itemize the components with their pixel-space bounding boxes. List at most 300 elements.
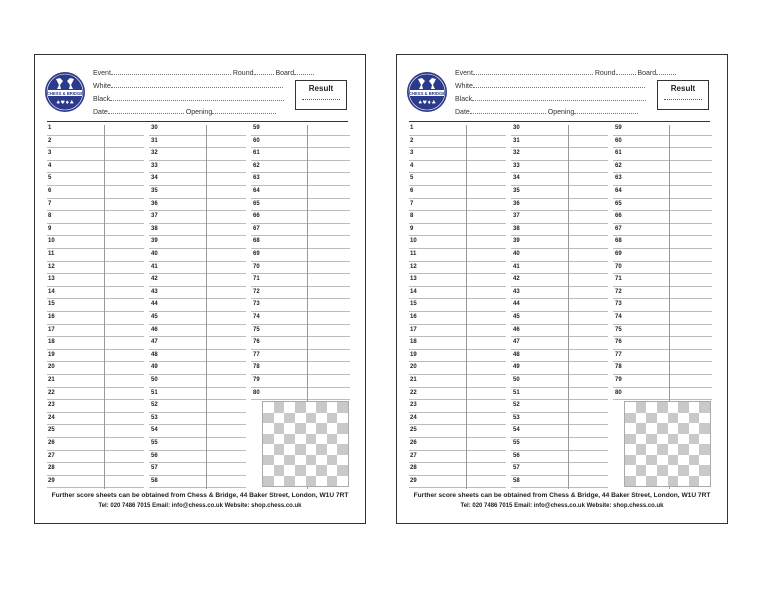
move-row[interactable]	[149, 173, 246, 186]
board-square	[657, 423, 668, 434]
column-divider	[466, 125, 467, 489]
board-square	[646, 465, 657, 476]
move-row[interactable]	[251, 375, 350, 388]
move-row[interactable]	[47, 287, 144, 300]
move-number: 66	[253, 213, 260, 220]
white-field[interactable]	[111, 81, 283, 88]
move-row[interactable]	[613, 274, 712, 287]
board-square	[337, 434, 348, 445]
board-square	[646, 413, 657, 424]
move-row[interactable]	[47, 413, 144, 426]
date-field[interactable]	[108, 107, 184, 114]
move-row[interactable]	[251, 350, 350, 363]
move-number: 16	[48, 314, 55, 320]
move-number: 77	[253, 351, 260, 358]
event-line	[93, 68, 314, 77]
move-row[interactable]	[251, 161, 350, 174]
move-row[interactable]	[47, 224, 144, 237]
move-number: 18	[410, 339, 417, 346]
move-row[interactable]	[613, 224, 712, 237]
board-square	[678, 455, 689, 466]
board-square	[316, 434, 327, 445]
board-square	[668, 455, 679, 466]
move-row[interactable]	[613, 123, 712, 136]
result-label: Result	[670, 84, 696, 93]
move-number: 36	[513, 200, 520, 207]
board-square	[284, 465, 295, 476]
move-row[interactable]	[149, 463, 246, 476]
move-row[interactable]	[47, 211, 144, 224]
move-row[interactable]	[409, 224, 506, 237]
move-number: 65	[615, 200, 622, 207]
board-field[interactable]	[656, 68, 676, 75]
move-row[interactable]	[149, 438, 246, 451]
move-row[interactable]	[409, 299, 506, 312]
move-row[interactable]	[511, 224, 608, 237]
move-number: 44	[151, 301, 158, 308]
move-row[interactable]	[613, 388, 712, 401]
move-row[interactable]	[613, 325, 712, 338]
move-row[interactable]	[409, 451, 506, 464]
move-row[interactable]	[409, 211, 506, 224]
move-row[interactable]	[613, 350, 712, 363]
move-number: 32	[151, 150, 158, 157]
move-row[interactable]	[149, 148, 246, 161]
move-row[interactable]	[251, 312, 350, 325]
move-row[interactable]	[47, 337, 144, 350]
move-row[interactable]	[409, 262, 506, 275]
move-row[interactable]	[47, 249, 144, 262]
move-row[interactable]	[251, 123, 350, 136]
board-square	[327, 402, 338, 413]
move-number: 33	[151, 162, 158, 169]
move-row[interactable]	[409, 249, 506, 262]
move-row[interactable]	[613, 299, 712, 312]
move-row[interactable]	[409, 236, 506, 249]
move-number: 3	[410, 150, 414, 157]
move-number: 29	[48, 477, 55, 484]
svg-text:♠♥♦♣: ♠♥♦♣	[418, 100, 436, 106]
move-row[interactable]	[409, 148, 506, 161]
move-row[interactable]	[511, 312, 608, 325]
move-number: 28	[410, 465, 417, 472]
board-square	[678, 402, 689, 413]
chess-bridge-logo	[44, 71, 86, 113]
round-label: Round	[594, 70, 616, 77]
board-square	[274, 455, 285, 466]
move-number: 5	[48, 175, 52, 182]
board-square	[263, 413, 274, 424]
move-row[interactable]	[613, 375, 712, 388]
move-row[interactable]	[149, 362, 246, 375]
result-field	[302, 98, 340, 100]
move-row[interactable]	[47, 312, 144, 325]
board-square	[327, 423, 338, 434]
move-row[interactable]	[251, 199, 350, 212]
move-row[interactable]	[613, 161, 712, 174]
board-square	[636, 465, 647, 476]
move-row[interactable]	[47, 325, 144, 338]
move-number: 14	[48, 288, 55, 295]
move-row[interactable]	[47, 362, 144, 375]
move-number: 11	[48, 251, 55, 257]
board-square	[306, 455, 317, 466]
move-number: 35	[151, 188, 158, 194]
board-square	[625, 444, 636, 455]
move-row[interactable]	[251, 249, 350, 262]
board-square	[657, 434, 668, 445]
move-row[interactable]	[47, 476, 144, 489]
move-row[interactable]	[409, 123, 506, 136]
move-row[interactable]	[149, 312, 246, 325]
move-number: 5	[410, 175, 414, 182]
move-row[interactable]	[613, 186, 712, 199]
result-label: Result	[308, 84, 334, 93]
move-row[interactable]	[511, 350, 608, 363]
move-row[interactable]	[251, 262, 350, 275]
move-number: 60	[253, 137, 260, 144]
board-square	[306, 423, 317, 434]
move-number: 72	[615, 288, 622, 295]
move-row[interactable]	[47, 148, 144, 161]
move-number: 22	[48, 389, 55, 396]
move-row[interactable]	[409, 136, 506, 149]
board-square	[327, 413, 338, 424]
move-row[interactable]	[511, 211, 608, 224]
move-row[interactable]	[613, 337, 712, 350]
white-field[interactable]	[473, 81, 645, 88]
move-row[interactable]	[47, 173, 144, 186]
move-row[interactable]	[47, 388, 144, 401]
move-row[interactable]	[251, 211, 350, 224]
move-row[interactable]	[511, 299, 608, 312]
move-row[interactable]	[149, 476, 246, 489]
move-number: 80	[253, 389, 260, 396]
board-square	[295, 465, 306, 476]
move-row[interactable]	[149, 388, 246, 401]
board-square	[646, 423, 657, 434]
move-row[interactable]	[251, 173, 350, 186]
move-row[interactable]	[149, 299, 246, 312]
move-row[interactable]	[511, 186, 608, 199]
move-row[interactable]	[251, 186, 350, 199]
move-number: 30	[151, 125, 158, 131]
board-square	[668, 465, 679, 476]
move-row[interactable]	[149, 350, 246, 363]
move-number: 60	[615, 137, 622, 144]
move-row[interactable]	[149, 136, 246, 149]
move-row[interactable]	[409, 413, 506, 426]
move-number: 31	[513, 137, 520, 144]
move-row[interactable]	[613, 287, 712, 300]
move-row[interactable]	[251, 325, 350, 338]
move-row[interactable]	[251, 388, 350, 401]
black-field[interactable]	[110, 94, 284, 101]
move-row[interactable]	[251, 274, 350, 287]
move-row[interactable]	[511, 136, 608, 149]
board-square	[668, 413, 679, 424]
move-row[interactable]	[511, 123, 608, 136]
move-row[interactable]	[409, 362, 506, 375]
date-field[interactable]	[470, 107, 546, 114]
move-row[interactable]	[251, 236, 350, 249]
board-square	[699, 434, 710, 445]
move-number: 41	[513, 263, 520, 270]
board-square	[625, 413, 636, 424]
move-number: 15	[410, 301, 417, 308]
board-label: Board	[275, 70, 295, 77]
move-row[interactable]	[511, 362, 608, 375]
move-row[interactable]	[409, 274, 506, 287]
move-row[interactable]	[613, 236, 712, 249]
board-square	[689, 455, 700, 466]
move-row[interactable]	[613, 173, 712, 186]
white-label: White	[455, 83, 473, 90]
board-square	[657, 465, 668, 476]
move-row[interactable]	[511, 413, 608, 426]
move-number: 55	[151, 440, 158, 446]
move-row[interactable]	[47, 236, 144, 249]
round-field[interactable]	[254, 68, 274, 75]
move-row[interactable]	[409, 173, 506, 186]
move-number: 63	[253, 175, 260, 182]
move-number: 56	[151, 452, 158, 459]
result-box[interactable]	[657, 80, 709, 110]
white-label: White	[93, 83, 111, 90]
move-row[interactable]	[409, 388, 506, 401]
move-number: 23	[48, 402, 55, 409]
move-row[interactable]	[47, 438, 144, 451]
move-number: 52	[513, 402, 520, 409]
move-row[interactable]	[613, 136, 712, 149]
move-row[interactable]	[511, 463, 608, 476]
move-row[interactable]	[613, 249, 712, 262]
move-row[interactable]	[47, 463, 144, 476]
board-field[interactable]	[294, 68, 314, 75]
move-row[interactable]	[47, 262, 144, 275]
move-row[interactable]	[511, 236, 608, 249]
move-number: 78	[253, 364, 260, 371]
move-row[interactable]	[511, 476, 608, 489]
move-row[interactable]	[149, 375, 246, 388]
move-row[interactable]	[149, 274, 246, 287]
chess-bridge-logo	[406, 71, 448, 113]
move-number: 80	[615, 389, 622, 396]
move-row[interactable]	[251, 148, 350, 161]
move-row[interactable]	[613, 262, 712, 275]
move-row[interactable]	[149, 123, 246, 136]
move-row[interactable]	[149, 287, 246, 300]
move-row[interactable]	[149, 337, 246, 350]
move-row[interactable]	[409, 337, 506, 350]
move-row[interactable]	[149, 425, 246, 438]
opening-label: Opening	[185, 109, 213, 116]
score-sheet-left	[34, 54, 366, 524]
move-row[interactable]	[511, 249, 608, 262]
board-square	[699, 476, 710, 487]
board-square	[295, 444, 306, 455]
event-line	[455, 68, 676, 77]
move-row[interactable]	[511, 451, 608, 464]
board-square	[263, 444, 274, 455]
move-number: 17	[48, 326, 55, 333]
move-number: 61	[615, 150, 622, 157]
move-number: 73	[253, 301, 260, 308]
board-square	[678, 434, 689, 445]
move-number: 34	[513, 175, 520, 182]
move-row[interactable]	[47, 451, 144, 464]
move-row[interactable]	[47, 186, 144, 199]
move-row[interactable]	[511, 375, 608, 388]
move-row[interactable]	[47, 425, 144, 438]
opening-field[interactable]	[212, 107, 276, 114]
move-row[interactable]	[511, 199, 608, 212]
black-label: Black	[93, 96, 111, 103]
move-row[interactable]	[511, 388, 608, 401]
move-number: 15	[48, 301, 55, 308]
move-row[interactable]	[511, 148, 608, 161]
move-row[interactable]	[149, 224, 246, 237]
board-square	[646, 476, 657, 487]
move-row[interactable]	[613, 199, 712, 212]
move-row[interactable]	[511, 173, 608, 186]
move-row[interactable]	[613, 362, 712, 375]
move-row[interactable]	[149, 211, 246, 224]
move-number: 58	[151, 477, 158, 484]
move-row[interactable]	[47, 274, 144, 287]
event-field[interactable]	[111, 68, 231, 75]
move-row[interactable]	[149, 199, 246, 212]
move-number: 45	[151, 314, 158, 320]
move-row[interactable]	[47, 199, 144, 212]
move-number: 22	[410, 389, 417, 396]
board-square	[306, 434, 317, 445]
move-row[interactable]	[511, 325, 608, 338]
move-row[interactable]	[511, 262, 608, 275]
move-row[interactable]	[149, 236, 246, 249]
move-row[interactable]	[409, 199, 506, 212]
round-field[interactable]	[616, 68, 636, 75]
move-row[interactable]	[409, 438, 506, 451]
black-line	[93, 94, 284, 103]
board-square	[337, 444, 348, 455]
move-row[interactable]	[251, 136, 350, 149]
move-number: 21	[410, 377, 417, 383]
move-row[interactable]	[409, 375, 506, 388]
move-row[interactable]	[409, 287, 506, 300]
move-row[interactable]	[511, 287, 608, 300]
move-row[interactable]	[511, 337, 608, 350]
move-row[interactable]	[251, 299, 350, 312]
result-box[interactable]	[295, 80, 347, 110]
move-number: 50	[151, 377, 158, 383]
move-row[interactable]	[47, 375, 144, 388]
board-square	[316, 423, 327, 434]
move-number: 4	[48, 162, 52, 169]
move-row[interactable]	[409, 325, 506, 338]
move-row[interactable]	[613, 312, 712, 325]
move-row[interactable]	[149, 325, 246, 338]
move-number: 19	[48, 351, 55, 358]
move-row[interactable]	[149, 413, 246, 426]
move-number: 48	[151, 351, 158, 358]
move-number: 62	[253, 162, 260, 169]
move-row[interactable]	[251, 224, 350, 237]
black-field[interactable]	[472, 94, 646, 101]
board-square	[646, 455, 657, 466]
move-row[interactable]	[149, 400, 246, 413]
move-row[interactable]	[149, 249, 246, 262]
move-row[interactable]	[47, 161, 144, 174]
move-row[interactable]	[149, 161, 246, 174]
move-number: 1	[410, 125, 414, 131]
move-row[interactable]	[251, 362, 350, 375]
move-row[interactable]	[251, 337, 350, 350]
move-number: 54	[513, 427, 520, 434]
date-label: Date	[93, 109, 108, 116]
move-number: 14	[410, 288, 417, 295]
move-row[interactable]	[251, 287, 350, 300]
move-number: 49	[151, 364, 158, 371]
move-row[interactable]	[149, 451, 246, 464]
opening-label: Opening	[547, 109, 575, 116]
move-row[interactable]	[47, 400, 144, 413]
move-row[interactable]	[47, 299, 144, 312]
move-number: 32	[513, 150, 520, 157]
move-number: 9	[48, 225, 52, 232]
board-square	[625, 402, 636, 413]
move-row[interactable]	[409, 312, 506, 325]
event-field[interactable]	[473, 68, 593, 75]
move-row[interactable]	[409, 463, 506, 476]
move-row[interactable]	[409, 186, 506, 199]
move-row[interactable]	[409, 350, 506, 363]
move-row[interactable]	[613, 148, 712, 161]
board-square	[678, 444, 689, 455]
board-square	[327, 476, 338, 487]
footer-address: Further score sheets can be obtained from Chess & Bridge, 44 Baker Street, London, W1U 7RT	[51, 492, 349, 499]
move-row[interactable]	[47, 136, 144, 149]
move-row[interactable]	[511, 438, 608, 451]
move-row[interactable]	[511, 400, 608, 413]
move-number: 69	[615, 251, 622, 257]
board-square	[327, 455, 338, 466]
board-square	[316, 465, 327, 476]
move-row[interactable]	[409, 425, 506, 438]
board-square	[284, 413, 295, 424]
move-row[interactable]	[511, 425, 608, 438]
move-number: 53	[151, 414, 158, 421]
board-square	[625, 476, 636, 487]
move-row[interactable]	[149, 186, 246, 199]
move-row[interactable]	[409, 400, 506, 413]
move-row[interactable]	[409, 476, 506, 489]
move-number: 70	[253, 263, 260, 270]
board-square	[295, 455, 306, 466]
move-number: 53	[513, 414, 520, 421]
opening-field[interactable]	[574, 107, 638, 114]
move-row[interactable]	[149, 262, 246, 275]
move-row[interactable]	[47, 123, 144, 136]
move-row[interactable]	[613, 211, 712, 224]
move-row[interactable]	[511, 161, 608, 174]
move-number: 72	[253, 288, 260, 295]
move-row[interactable]	[47, 350, 144, 363]
move-row[interactable]	[511, 274, 608, 287]
move-number: 67	[253, 225, 260, 232]
move-row[interactable]	[409, 161, 506, 174]
result-field	[664, 98, 702, 100]
